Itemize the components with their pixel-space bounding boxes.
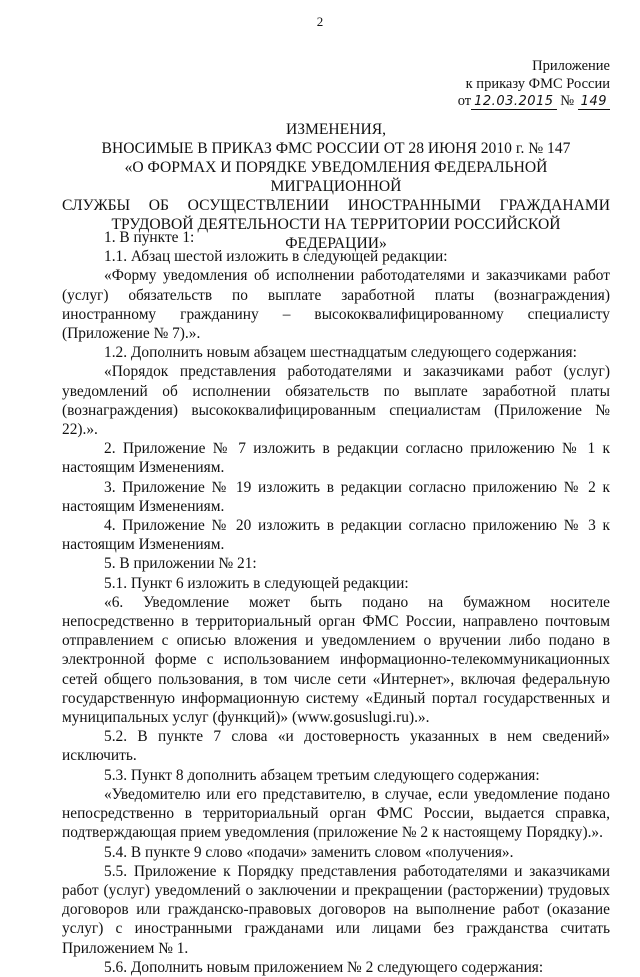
heading-line-3: «О ФОРМАХ И ПОРЯДКЕ УВЕДОМЛЕНИЯ ФЕДЕРАЛЬНОЙ МИГРАЦИОННОЙ: [124, 159, 548, 195]
paragraph: «6. Уведомление может быть подано на бумажном носителе непосредственно в территориальный орган ФМС России, направлено почтовым отправлением с описью вложения и уведомлением о вручении либо подано в электронной форме с использованием информационно-телекоммуникационных сетей общего пользования, в том числе сети «Интернет», включая федеральную государственную информационную систему «Единый портал государственных и муниципальных услуг (функций)» (www.gosuslugi.ru).».: [62, 593, 610, 727]
paragraph: 1. В пункте 1:: [104, 229, 195, 246]
appendix-date-line: [410, 93, 610, 111]
paragraph: 2. Приложение № 7 изложить в редакции согласно приложению № 1 к настоящим Изменениям.: [62, 440, 610, 477]
paragraph: 5.2. В пункте 7 слова «и достоверность указанных в нем сведений» исключить.: [62, 728, 610, 765]
document-body: [62, 228, 610, 977]
heading-line-1: ИЗМЕНЕНИЯ,: [285, 121, 387, 138]
handwritten-number: 149: [578, 94, 610, 110]
heading-line-2: ВНОСИМЫЕ В ПРИКАЗ ФМС РОССИИ ОТ 28 ИЮНЯ 2010 г. № 147: [101, 140, 571, 157]
paragraph: 1.1. Абзац шестой изложить в следующей редакции:: [104, 248, 448, 266]
paragraph: 5. В приложении № 21:: [104, 555, 257, 573]
paragraph: 1.2. Дополнить новым абзацем шестнадцатым следующего содержания:: [104, 344, 577, 362]
paragraph: 5.4. В пункте 9 слово «подачи» заменить словом «получения».: [104, 843, 514, 861]
paragraph: «Уведомителю или его представителю, в случае, если уведомление подано непосредственно в территориальный орган ФМС России, выдается справка, подтверждающая прием уведомления (приложение № 2 к настоящему Порядку).».: [62, 785, 610, 842]
paragraph: 5.6. Дополнить новым приложением № 2 следующего содержания:: [104, 958, 544, 976]
heading-line-4: СЛУЖБЫ ОБ ОСУЩЕСТВЛЕНИИ ИНОСТРАННЫМИ ГРАЖДАНАМИ: [62, 197, 610, 214]
paragraph: 3. Приложение № 19 изложить в редакции согласно приложению № 2 к настоящим Изменениям.: [62, 478, 610, 515]
paragraph: «Форму уведомления об исполнении работодателями и заказчиками работ (услуг) обязательств по выплате заработной платы (вознаграждения) иностранному гражданину – высококвалифицированному специалисту (Приложение № 7).».: [62, 267, 610, 343]
paragraph: 5.3. Пункт 8 дополнить абзацем третьим следующего содержания:: [104, 766, 540, 784]
appendix-block: [410, 58, 610, 111]
page-number: 2: [316, 14, 324, 29]
handwritten-date: 12.03.2015: [471, 94, 556, 110]
appendix-title: Приложение: [532, 58, 610, 74]
date-prefix: от: [457, 93, 472, 109]
paragraph: 5.1. Пункт 6 изложить в следующей редакции:: [104, 574, 409, 592]
paragraph: 4. Приложение № 20 изложить в редакции согласно приложению № 3 к настоящим Изменениям.: [62, 517, 610, 554]
number-prefix: №: [560, 93, 575, 109]
heading-line-5: ТРУДОВОЙ ДЕЯТЕЛЬНОСТИ НА ТЕРРИТОРИИ РОССИЙСКОЙ ФЕДЕРАЦИИ»: [111, 216, 561, 252]
paragraph: «Порядок представления работодателями и заказчиками работ (услуг) уведомлений об исполнении обязательств по выплате заработной платы (вознаграждения) высококвалифицированным специалистам (Приложение № 22).».: [62, 363, 610, 439]
paragraph: 5.5. Приложение к Порядку представления работодателями и заказчиками работ (услуг) уведомлений о заключении и прекращении (расторжении) трудовых договоров или гражданско-правовых договоров на выполнение работ (оказание услуг) с иностранными гражданами или лицами без гражданства считать Приложением № 1.: [62, 862, 610, 957]
appendix-order-ref: к приказу ФМС России: [465, 75, 610, 92]
